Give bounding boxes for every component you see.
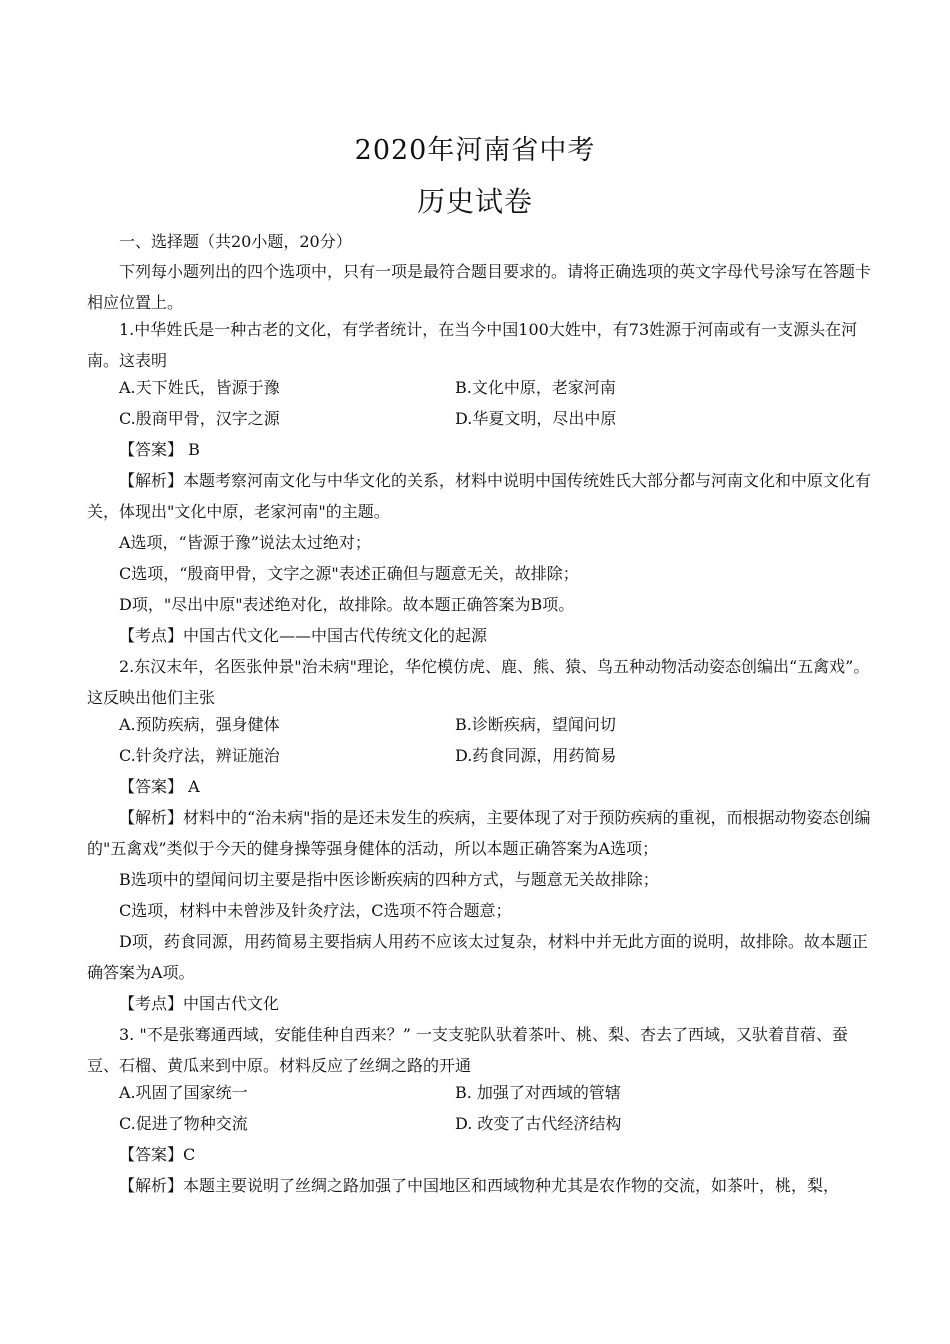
q2-note-d: D项，药食同源，用药简易主要指病人用药不应该太过复杂，材料中并无此方面的说明，故排除。故本题正确答案为A项。 <box>87 932 868 982</box>
q2-option-c: C.针灸疗法，辨证施治 <box>119 746 280 765</box>
q1-note-c: C选项，“殷商甲骨，文字之源"表述正确但与题意无关，故排除； <box>119 564 579 583</box>
q2-note-b: B选项中的望闻问切主要是指中医诊断疾病的四种方式，与题意无关故排除； <box>119 870 659 889</box>
q2-point: 【考点】中国古代文化 <box>119 994 280 1013</box>
q3-option-a: A.巩固了国家统一 <box>119 1083 248 1102</box>
q2-analysis: 【解析】材料中的“治未病"指的是还未发生的疾病，主要体现了对于预防疾病的重视，而根据动物姿态创编的"五禽戏”类似于今天的健身操等强身健体的活动，所以本题正确答案为A选项； <box>87 808 871 858</box>
section-heading: 一、选择题（共20小题，20分） <box>119 232 352 251</box>
q3-analysis: 【解析】本题主要说明了丝绸之路加强了中国地区和西域物种尤其是农作物的交流，如茶叶，桃，梨， <box>119 1176 840 1195</box>
q1-option-a: A.天下姓氏，皆源于豫 <box>119 378 280 397</box>
q2-note-c: C选项，材料中未曾涉及针灸疗法，C选项不符合题意； <box>119 901 512 920</box>
q1-option-b: B.文化中原，老家河南 <box>455 378 616 397</box>
instruction: 下列每小题列出的四个选项中，只有一项是最符合题目要求的。请将正确选项的英文字母代号涂写在答题卡相应位置上。 <box>87 262 872 312</box>
q1-analysis: 【解析】本题考察河南文化与中华文化的关系，材料中说明中国传统姓氏大部分都与河南文化和中原文化有关，体现出"文化中原，老家河南"的主题。 <box>87 471 872 521</box>
exam-subtitle: 历史试卷 <box>416 185 533 218</box>
q1-answer: 【答案】 B <box>119 440 200 459</box>
q1-point: 【考点】中国古代文化——中国古代传统文化的起源 <box>119 626 488 645</box>
q2-stem: 2.东汉末年，名医张仲景"治未病"理论，华佗模仿虎、鹿、熊、猿、鸟五种动物活动姿态创编出“五禽戏”。这反映出他们主张 <box>87 657 870 707</box>
q3-option-d: D. 改变了古代经济结构 <box>455 1114 622 1133</box>
q2-answer: 【答案】 A <box>119 777 200 796</box>
q1-stem: 1.中华姓氏是一种古老的文化，有学者统计，在当今中国100大姓中，有73姓源于河南或有一支源头在河南。这表明 <box>87 320 858 370</box>
q3-stem: 3. "不是张骞通西域，安能佳种自西来？” 一支支驼队驮着茶叶、桃、梨、杏去了西域，又驮着苜蓿、蚕豆、石榴、黄瓜来到中原。材料反应了丝绸之路的开通 <box>87 1025 848 1075</box>
exam-title: 2020年河南省中考 <box>354 135 596 166</box>
q1-note-a: A选项，“皆源于豫”说法太过绝对； <box>119 533 371 552</box>
q3-option-c: C.促进了物种交流 <box>119 1114 248 1133</box>
q1-option-c: C.殷商甲骨，汉字之源 <box>119 409 280 428</box>
q3-answer: 【答案】C <box>119 1145 196 1164</box>
q2-option-b: B.诊断疾病，望闻问切 <box>455 715 616 734</box>
q2-option-a: A.预防疾病，强身健体 <box>119 715 280 734</box>
q1-option-d: D.华夏文明，尽出中原 <box>455 409 617 428</box>
q1-note-d: D项，"尽出中原"表述绝对化，故排除。故本题正确答案为B项。 <box>119 595 575 614</box>
q3-option-b: B. 加强了对西域的管辖 <box>455 1083 621 1102</box>
q2-option-d: D.药食同源，用药简易 <box>455 746 617 765</box>
